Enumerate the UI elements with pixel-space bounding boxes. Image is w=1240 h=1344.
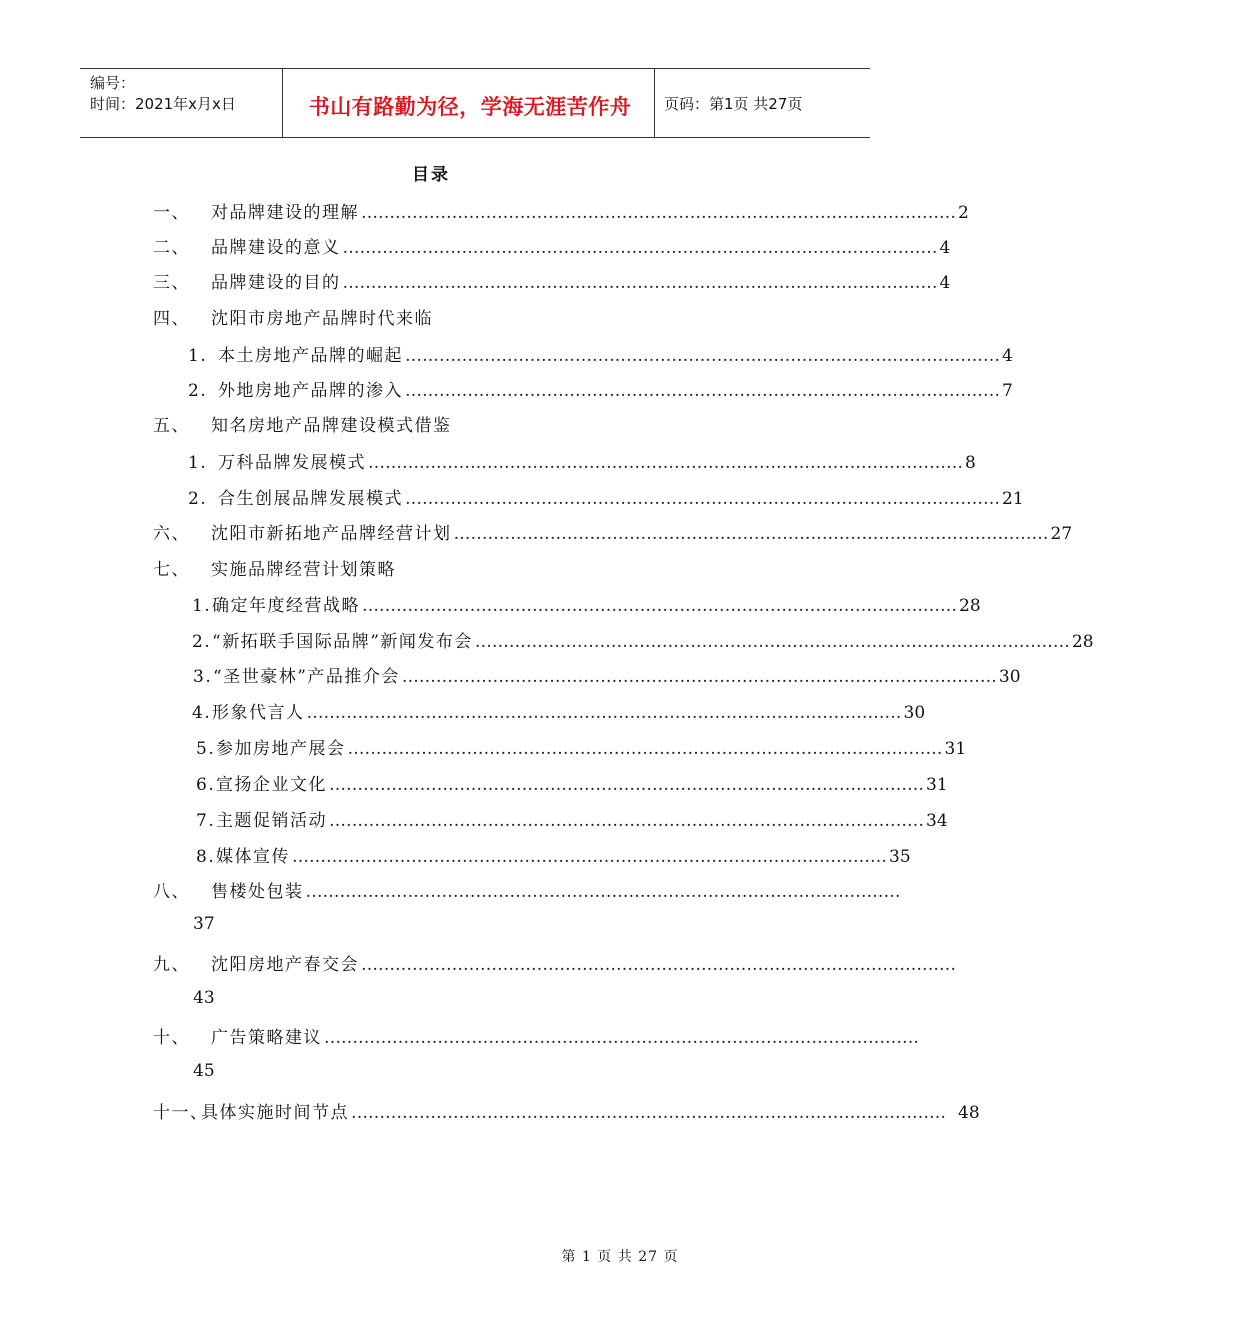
toc-entry[interactable] [192, 698, 926, 723]
toc-entry-page: 45 [193, 1061, 215, 1081]
toc-entry-title: 品牌建设的目的 [211, 273, 341, 293]
toc-entry-title: 确定年度经营战略 [212, 596, 360, 616]
toc-entry[interactable] [153, 1023, 919, 1048]
toc-entry[interactable] [188, 376, 1013, 401]
toc-leader-dots: …………………………………………………………………………………………… [306, 703, 902, 723]
toc-entry[interactable] [153, 411, 795, 436]
toc-entry-number: 8. [196, 847, 216, 867]
toc-leader-dots: …………………………………………………………………………………………… [405, 489, 1000, 509]
toc-entry-number: 一、 [153, 203, 190, 223]
toc-entry-number: 七、 [153, 560, 190, 580]
toc-entry-page: 4 [1002, 346, 1013, 366]
toc-entry-page: 27 [1050, 524, 1073, 544]
toc-entry[interactable] [196, 842, 911, 867]
toc-entry-title: 合生创展品牌发展模式 [218, 489, 403, 509]
toc-leader-dots: …………………………………………………………………………………………… [368, 453, 963, 473]
toc-leader-dots: …………………………………………………………………………………………… [342, 238, 938, 258]
toc-entry-title: 参加房地产展会 [216, 739, 346, 759]
toc-leader-dots: …………………………………………………………………………………………… [347, 739, 943, 759]
toc-entry[interactable] [153, 950, 956, 975]
toc-leader-dots: …………………………………………………………………………………………… [351, 1103, 946, 1123]
toc-leader-dots: …………………………………………………………………………………………… [292, 847, 887, 867]
toc-entry[interactable] [153, 304, 795, 329]
toc-entry-title: 沈阳房地产春交会 [211, 955, 359, 975]
header-divider [282, 69, 283, 137]
toc-entry-number: 二、 [153, 238, 190, 258]
toc-entry-title: 宣扬企业文化 [216, 775, 327, 795]
toc-entry-page: 4 [939, 273, 951, 293]
toc-entry-title: 沈阳市新拓地产品牌经营计划 [211, 524, 452, 544]
toc-entry[interactable] [153, 268, 951, 293]
toc-leader-dots: …………………………………………………………………………………………… [361, 955, 956, 975]
toc-entry-page: 48 [958, 1103, 980, 1123]
toc-entry-title: 实施品牌经营计划策略 [211, 560, 396, 580]
header-number-label: 编号： [90, 74, 136, 92]
toc-entry-page: 30 [903, 703, 926, 723]
toc-entry[interactable] [153, 555, 795, 580]
toc-entry-title: 本土房地产品牌的崛起 [218, 346, 403, 366]
toc-entry-title: 具体实施时间节点 [201, 1103, 349, 1123]
toc-entry-title: 知名房地产品牌建设模式借鉴 [211, 416, 452, 436]
toc-entry-number: 五、 [153, 416, 190, 436]
toc-entry-page: 21 [1002, 489, 1024, 509]
toc-entry[interactable] [192, 627, 1094, 652]
header-time-label: 时间：2021年x月x日 [90, 95, 236, 113]
toc-entry[interactable] [196, 734, 967, 759]
toc-leader-dots: …………………………………………………………………………………………… [401, 667, 997, 687]
toc-entry-title: 品牌建设的意义 [211, 238, 341, 258]
toc-entry-title: 外地房地产品牌的渗入 [218, 381, 403, 401]
document-header [80, 68, 870, 138]
toc-entry-title: “圣世豪林”产品推介会 [213, 667, 400, 687]
page-footer: 第 1 页 共 27 页 [561, 1249, 679, 1265]
toc-entry-page: 35 [889, 847, 911, 867]
toc-entry[interactable] [188, 484, 1024, 509]
toc-leader-dots: …………………………………………………………………………………………… [453, 524, 1049, 544]
toc-entry[interactable] [192, 591, 981, 616]
toc-entry-title: 售楼处包装 [211, 882, 304, 902]
toc-entry-page: 4 [939, 238, 951, 258]
toc-entry-number: 四、 [153, 309, 190, 329]
toc-entry-page: 31 [944, 739, 967, 759]
toc-entry-number: 1. [188, 453, 208, 473]
toc-entry[interactable] [196, 806, 948, 831]
header-divider [654, 69, 655, 137]
toc-entry-title: 对品牌建设的理解 [211, 203, 359, 223]
toc-leader-dots: …………………………………………………………………………………………… [329, 775, 924, 795]
toc-entry-number: 1. [188, 346, 208, 366]
toc-leader-dots: …………………………………………………………………………………………… [474, 632, 1070, 652]
toc-entry-title: 形象代言人 [212, 703, 305, 723]
toc-entry[interactable] [153, 198, 969, 223]
toc-entry-page: 28 [959, 596, 981, 616]
toc-entry-number: 4. [192, 703, 212, 723]
toc-entry-number: 2. [192, 632, 212, 652]
toc-leader-dots: …………………………………………………………………………………………… [362, 596, 957, 616]
toc-leader-dots: …………………………………………………………………………………………… [329, 811, 924, 831]
toc-entry-title: 主题促销活动 [216, 811, 327, 831]
toc-entry-page: 30 [998, 667, 1021, 687]
toc-entry-page: 8 [965, 453, 976, 473]
toc-entry-number: 7. [196, 811, 216, 831]
toc-entry[interactable] [188, 448, 976, 473]
toc-entry[interactable] [153, 1098, 980, 1123]
toc-leader-dots: …………………………………………………………………………………………… [324, 1028, 919, 1048]
toc-entry-number: 三、 [153, 273, 190, 293]
toc-entry-page: 7 [1002, 381, 1013, 401]
toc-entry-page: 2 [958, 203, 969, 223]
header-meta [90, 73, 236, 115]
toc-entry-number: 八、 [153, 882, 190, 902]
toc-entry[interactable] [153, 519, 1073, 544]
toc-entry-title: “新拓联手国际品牌”新闻发布会 [212, 632, 473, 652]
toc-entry-number: 3. [193, 667, 213, 687]
toc-entry-number: 九、 [153, 955, 190, 975]
toc-entry-title: 沈阳市房地产品牌时代来临 [211, 309, 433, 329]
toc-entry-number: 十一、 [153, 1103, 209, 1123]
toc-entry-page: 43 [193, 988, 215, 1008]
toc-entry[interactable] [153, 233, 951, 258]
toc-entry-number: 5. [196, 739, 216, 759]
toc-entry[interactable] [188, 341, 1013, 366]
toc-entry-page: 34 [926, 811, 948, 831]
toc-entry[interactable] [153, 877, 901, 902]
toc-leader-dots: …………………………………………………………………………………………… [305, 882, 901, 902]
toc-entry-number: 1. [192, 596, 212, 616]
toc-entry-title: 万科品牌发展模式 [218, 453, 366, 473]
toc-entry-title: 广告策略建议 [211, 1028, 322, 1048]
toc-entry-number: 十、 [153, 1028, 190, 1048]
toc-entry-page: 28 [1071, 632, 1094, 652]
toc-leader-dots: …………………………………………………………………………………………… [405, 346, 1000, 366]
toc-leader-dots: …………………………………………………………………………………………… [342, 273, 938, 293]
toc-entry[interactable] [193, 662, 1021, 687]
header-page-info: 页码：第1页 共27页 [664, 95, 803, 113]
toc-title: 目录 [412, 165, 450, 185]
toc-entry-page: 37 [193, 914, 215, 934]
toc-entry-number: 2. [188, 381, 208, 401]
toc-entry-number: 六、 [153, 524, 190, 544]
toc-leader-dots: …………………………………………………………………………………………… [405, 381, 1000, 401]
toc-entry-page: 31 [926, 775, 948, 795]
header-motto: 书山有路勤为径，学海无涯苦作舟 [308, 95, 632, 119]
toc-entry-number: 6. [196, 775, 216, 795]
toc-entry-title: 媒体宣传 [216, 847, 290, 867]
toc-entry-number: 2. [188, 489, 208, 509]
toc-leader-dots: …………………………………………………………………………………………… [361, 203, 956, 223]
toc-entry[interactable] [196, 770, 948, 795]
